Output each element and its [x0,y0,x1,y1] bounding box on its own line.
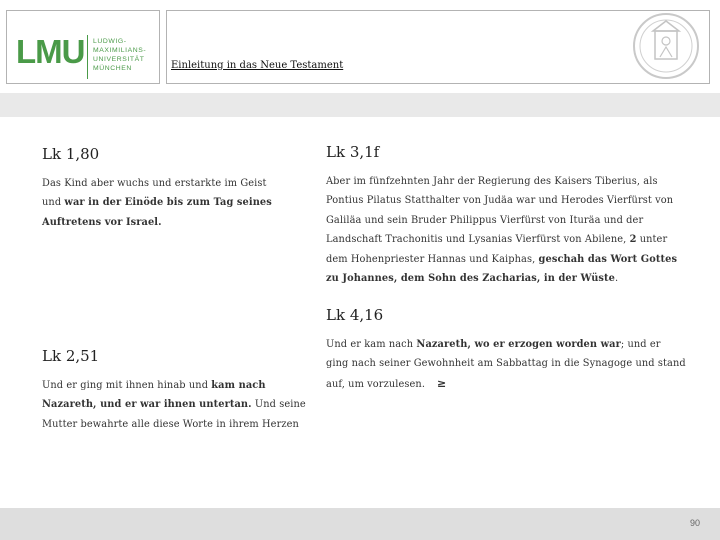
text-plain: unter dem Hohenpriester Hannas und Kaiphas, [326,234,668,265]
university-seal-icon [631,11,701,81]
logo-line: MAXIMILIANS- [93,47,147,54]
title-box [166,10,710,84]
text-plain: Das Kind aber wuchs und erstarkte im Geist und [42,178,267,209]
text-plain: ; und er ging nach seiner Gewohnheit am Sabbattag in die Synagoge und stand auf, um vorzulesen. [326,339,686,390]
header-band [0,93,720,117]
page-title: Einleitung in das Neue Testament [171,60,344,71]
section-text [326,335,686,394]
logo-university-name [93,37,146,73]
text-plain: Und er kam nach [326,339,417,350]
header [0,0,720,93]
logo-divider [87,35,88,79]
text-emphasis: kam nach Nazareth, und er war ihnen untertan. [42,380,266,411]
section-lk-4-16 [326,306,686,394]
logo-wordmark: LMU [16,33,85,70]
section-lk-1-80 [42,145,274,232]
text-plain: . [615,273,619,285]
text-emphasis: war in der Einöde bis zum Tag seines Auftretens vor Israel. [42,197,272,228]
text-plain: Und seine Mutter bewahrte alle diese Worte in ihrem Herzen [42,399,306,430]
lmu-logo [6,10,160,84]
section-lk-3-1f [326,143,686,288]
text-plain: Aber im fünfzehnten Jahr der Regierung des Kaisers Tiberius, als Pontius Pilatus Statthalter von Judäa war und Herodes Vierfürst von Galiläa und sein Bruder Philippus Vierfürst von Ituräa und der Landschaft Trachonitis und Lysanias Vierfürst von Abilene, [326,176,674,246]
section-heading: Lk 1,80 [42,145,100,163]
section-text [42,174,274,232]
section-heading: Lk 4,16 [326,306,384,324]
text-emphasis: geschah das Wort Gottes zu Johannes, dem Sohn des Zacharias, in der Wüste [326,253,678,285]
logo-line: UNIVERSITÄT [93,56,145,63]
section-lk-2-51 [42,347,310,434]
logo-line: LUDWIG- [93,38,127,45]
section-text [326,172,686,288]
text-plain: Und er ging mit ihnen hinab und [42,380,212,391]
verse-number: 2 [629,234,637,246]
text-emphasis: Nazareth, wo er erzogen worden war [416,339,621,350]
logo-line: MÜNCHEN [93,65,132,72]
footer [0,508,720,540]
section-heading: Lk 2,51 [42,347,100,365]
arrow-marker-icon: ≥ [437,376,447,390]
section-text [42,376,310,434]
page-number: 90 [689,518,700,528]
section-heading: Lk 3,1f [326,143,380,161]
